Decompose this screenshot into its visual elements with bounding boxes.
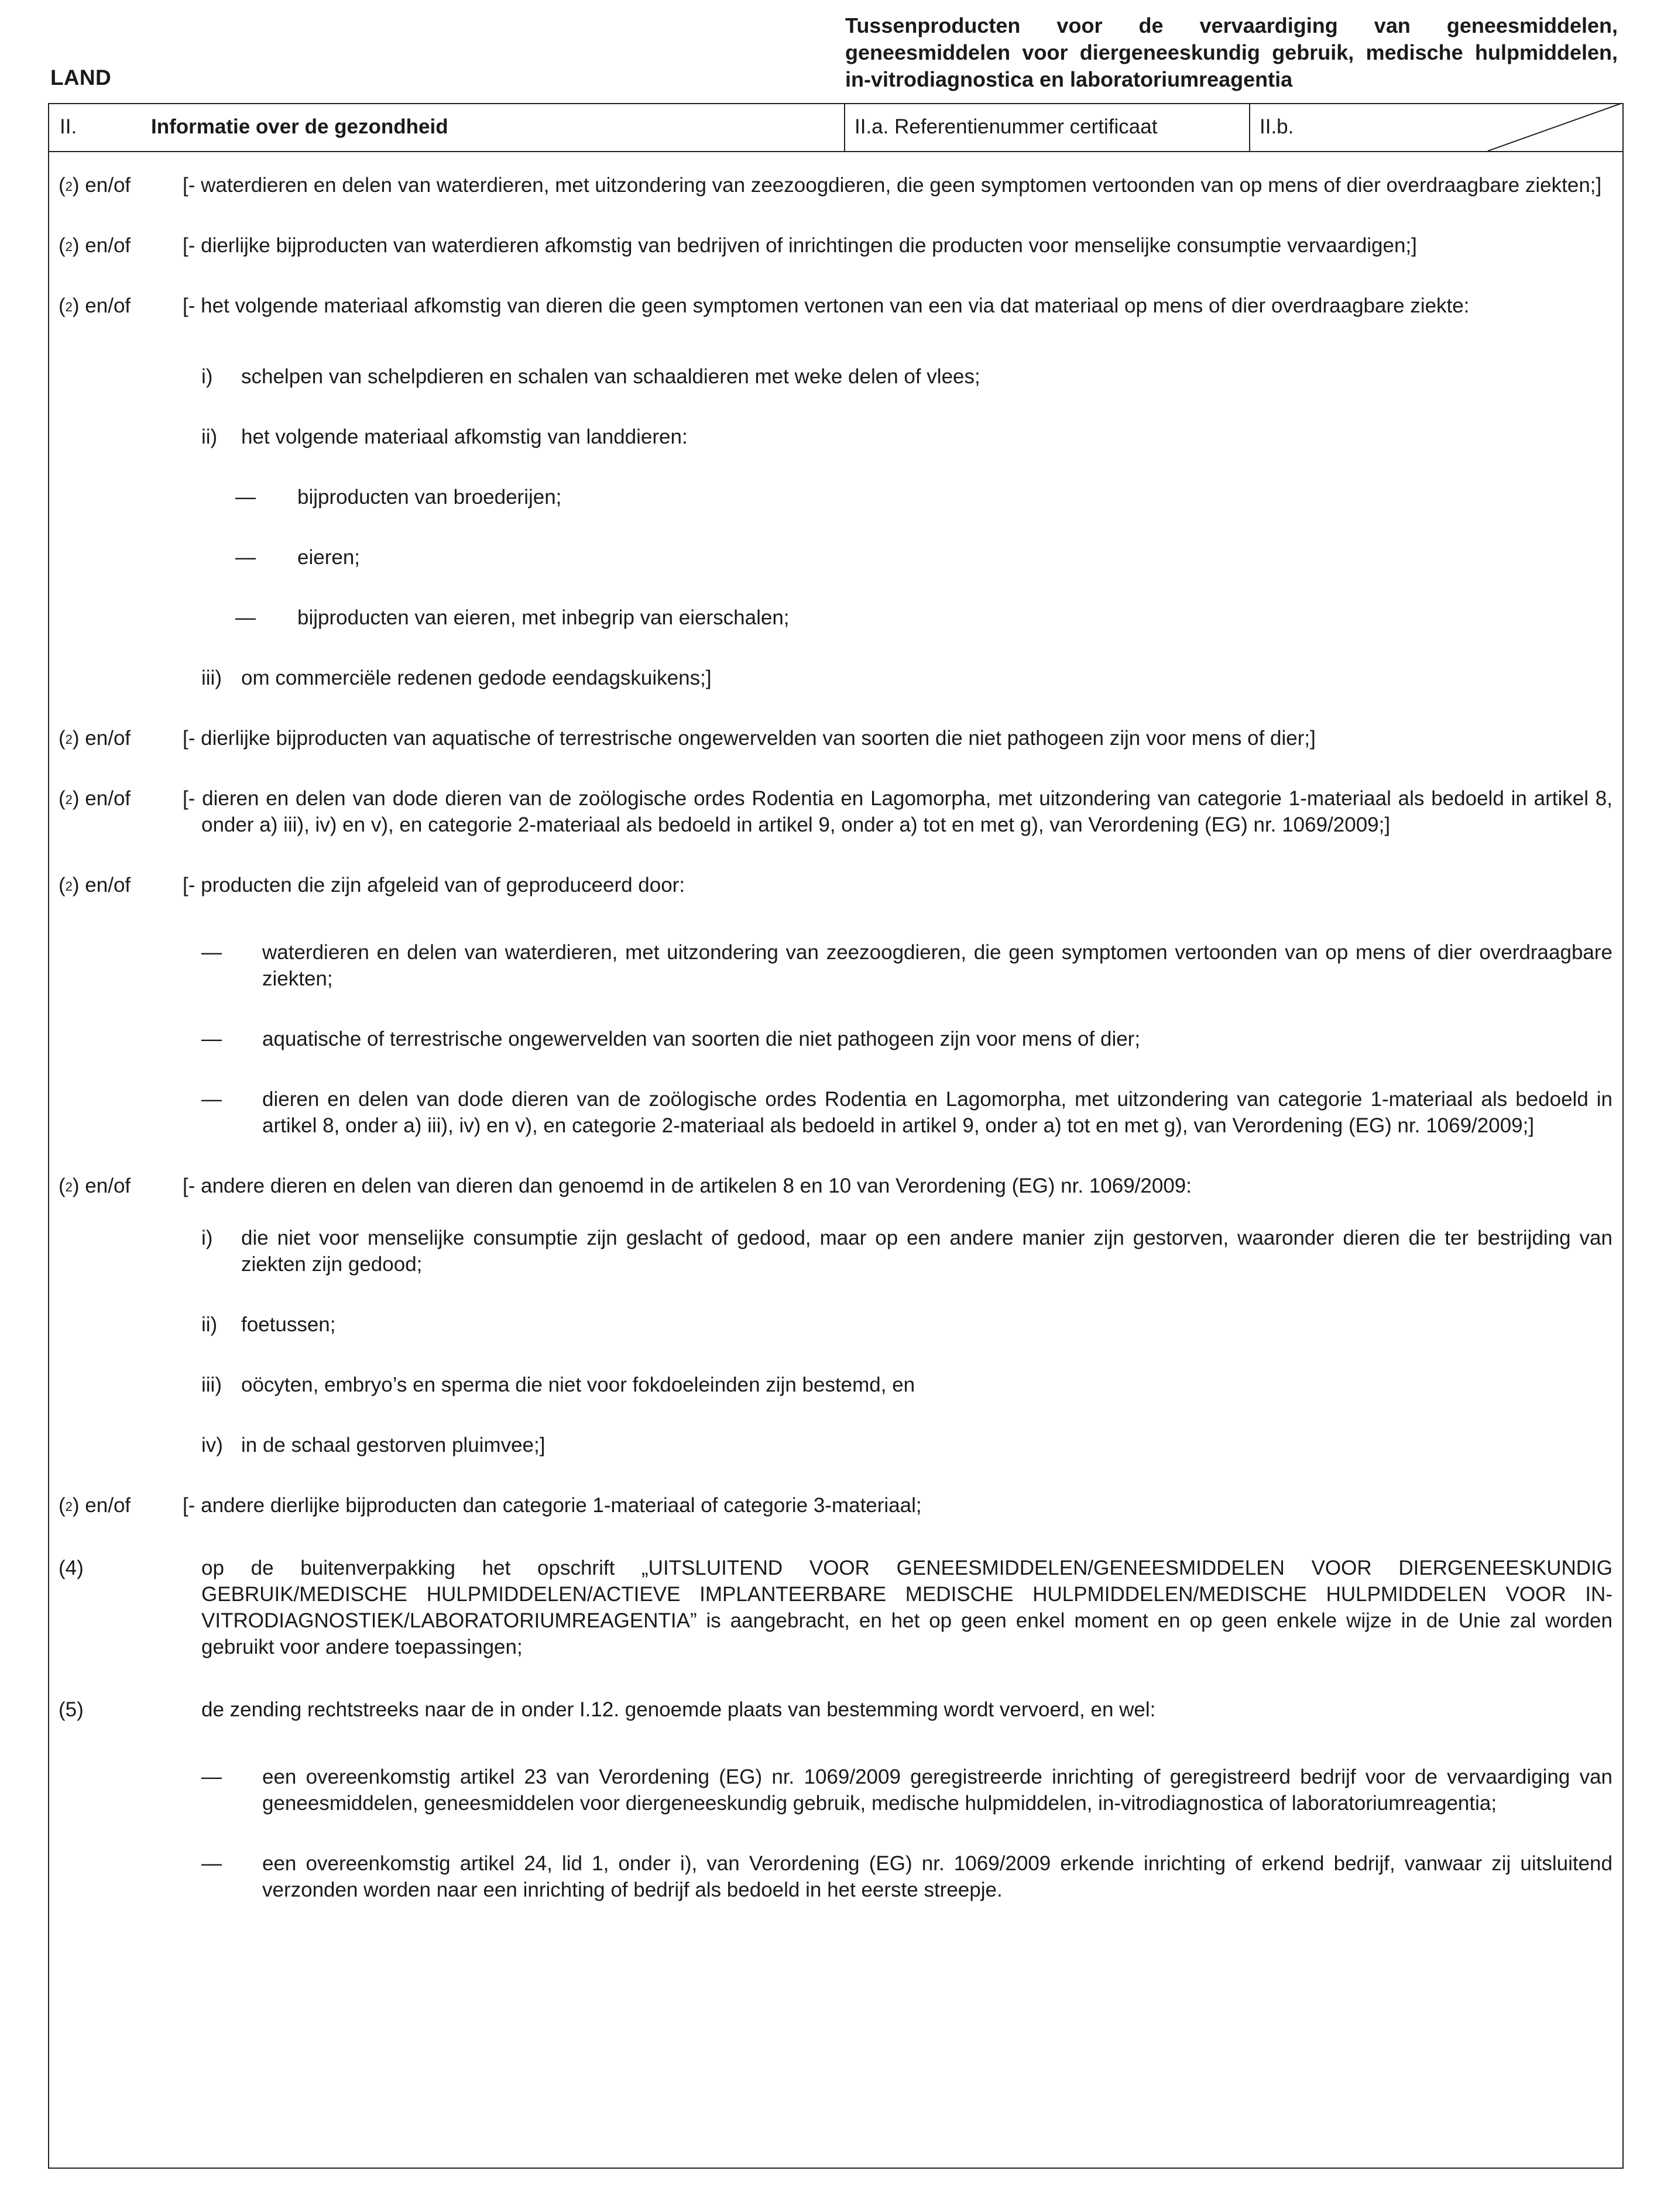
list-item: ($^2$) en/of [- producten die zijn afgeleid van of geproduceerd door: [59,872,1612,898]
certificate-title: Tussenproducten voor de vervaardiging van geneesmiddelen, geneesmiddelen voor diergeneeskundig gebruik, medische hulpmiddelen, in-vitrodiagnostica en laboratoriumreagentia [845,13,1618,91]
dash-item: — een overeenkomstig artikel 24, lid 1, onder i), van Verordening (EG) nr. 1069/2009 erkende inrichting of erkend bedrijf, vanwaar zij uitsluitend verzonden worden naar een inrichting of bedrijf als bedoeld in het eerste streepje. [201,1852,1612,1901]
item-number: (4) [59,1557,84,1579]
dash-item: — een overeenkomstig artikel 23 van Verordening (EG) nr. 1069/2009 geregistreerde inrichting of geregistreerd bedrijf voor de vervaardiging van geneesmiddelen, geneesmiddelen voor diergeneeskundig gebruik, medische hulpmiddelen, in-vitrodiagnostica of laboratoriumreagentia; [201,1766,1612,1815]
dash-item: — dieren en delen van dode dieren van de zoölogische ordes Rodentia en Lagomorpha, met uitzondering van categorie 1-materiaal als bedoeld in artikel 8, onder a) iii), iv) en v), en categorie 2-materiaal als bedoeld in artikel 9, onder a) tot en met g), van Verordening (EG) nr. 1069/2009;] [201,1088,1612,1137]
option-marker: ($^2$) en/of [59,787,131,810]
option-marker: ($^2$) en/of [59,234,131,257]
sub-item: iv) in de schaal gestorven pluimvee;] [201,1434,545,1457]
dash-item: — bijproducten van eieren, met inbegrip van eierschalen; [235,606,790,629]
sub-item: ii) foetussen; [201,1313,336,1336]
dash-item: — aquatische of terrestrische ongewervelden van soorten die niet pathogeen zijn voor mens of dier; [201,1028,1141,1050]
option-marker: ($^2$) en/of [59,1174,131,1197]
list-item: ($^2$) en/of [- dieren en delen van dode dieren van de zoölogische ordes Rodentia en Lagomorpha, met uitzondering van categorie 1-materiaal als bedoeld in artikel 8, onder a) iii), iv) en v), en categorie 2-materiaal als bedoeld in artikel 9, onder a) tot en met g), van Verordening (EG) nr. 1069/2009;] [59,785,1612,838]
list-item: ($^2$) en/of [- dierlijke bijproducten van waterdieren afkomstig van bedrijven of inrichtingen die producten voor menselijke consumptie vervaardigen;] [59,232,1612,259]
sub-item: i) schelpen van schelpdieren en schalen van schaaldieren met weke delen of vlees; [201,365,980,388]
sub-item: iii) oöcyten, embryo’s en sperma die niet voor fokdoeleinden zijn bestemd, en [201,1373,915,1396]
sub-item: ii) het volgende materiaal afkomstig van landdieren: [201,425,688,448]
health-information-body [59,172,1612,1903]
numbered-item: (4) op de buitenverpakking het opschrift „UITSLUITEND VOOR GENEESMIDDELEN/GENEESMIDDELEN VOOR DIERGENEESKUNDIG GEBRUIK/MEDISCHE HULPMIDDELEN/ACTIEVE IMPLANTEERBARE MEDISCHE HULPMIDDELEN/MEDISCHE HULPMIDDELEN VOOR IN-VITRODIAGNOSTIEK/LABORATORIUMREAGENTIA” is aangebracht, en het op geen enkel moment en op geen enkele wijze in de Unie zal worden gebruikt voor andere toepassingen; [59,1555,1612,1660]
list-item: ($^2$) en/of [- waterdieren en delen van waterdieren, met uitzondering van zeezoogdieren, die geen symptomen vertoonden van op mens of dier overdraagbare ziekten;] [59,172,1612,198]
section-title: Informatie over de gezondheid [151,115,448,138]
dash-item: — eieren; [235,546,361,569]
option-marker: ($^2$) en/of [59,874,131,897]
list-item: ($^2$) en/of [- andere dierlijke bijproducten dan categorie 1-materiaal of categorie 3-materiaal; [59,1492,1612,1519]
country-label: LAND [50,66,111,90]
crossed-out-cell [48,103,1624,152]
dash-item: — bijproducten van broederijen; [235,486,562,509]
sub-item: iii) om commerciële redenen gedode eendagskuikens;] [201,667,712,689]
section-header-row [48,103,1624,152]
list-item: ($^2$) en/of [- het volgende materiaal afkomstig van dieren die geen symptomen vertonen van een via dat materiaal op mens of dier overdraagbare ziekte: [59,293,1612,319]
dash-item: — waterdieren en delen van waterdieren, met uitzondering van zeezoogdieren, die geen symptomen vertoonden van op mens of dier overdraagbare ziekten; [201,941,1612,990]
list-item: ($^2$) en/of [- andere dieren en delen van dieren dan genoemd in de artikelen 8 en 10 van Verordening (EG) nr. 1069/2009: [59,1173,1612,1199]
numbered-item: (5) de zending rechtstreeks naar de in onder I.12. genoemde plaats van bestemming wordt vervoerd, en wel: [59,1696,1612,1723]
list-item: ($^2$) en/of [- dierlijke bijproducten van aquatische of terrestrische ongewervelden van soorten die niet pathogeen zijn voor mens of dier;] [59,725,1612,751]
iib-label: II.b. [1260,115,1294,138]
option-marker: ($^2$) en/of [59,294,131,317]
reference-number-label: II.a. Referentienummer certificaat [855,115,1158,138]
option-marker: ($^2$) en/of [59,727,131,750]
item-number: (5) [59,1698,84,1721]
sub-item: i) die niet voor menselijke consumptie zijn geslacht of gedood, maar op een andere manier zijn gestorven, waaronder dieren die ter bestrijding van ziekten zijn gedood; [201,1227,1612,1276]
section-number: II. [60,115,77,138]
option-marker: ($^2$) en/of [59,174,131,197]
option-marker: ($^2$) en/of [59,1494,131,1517]
